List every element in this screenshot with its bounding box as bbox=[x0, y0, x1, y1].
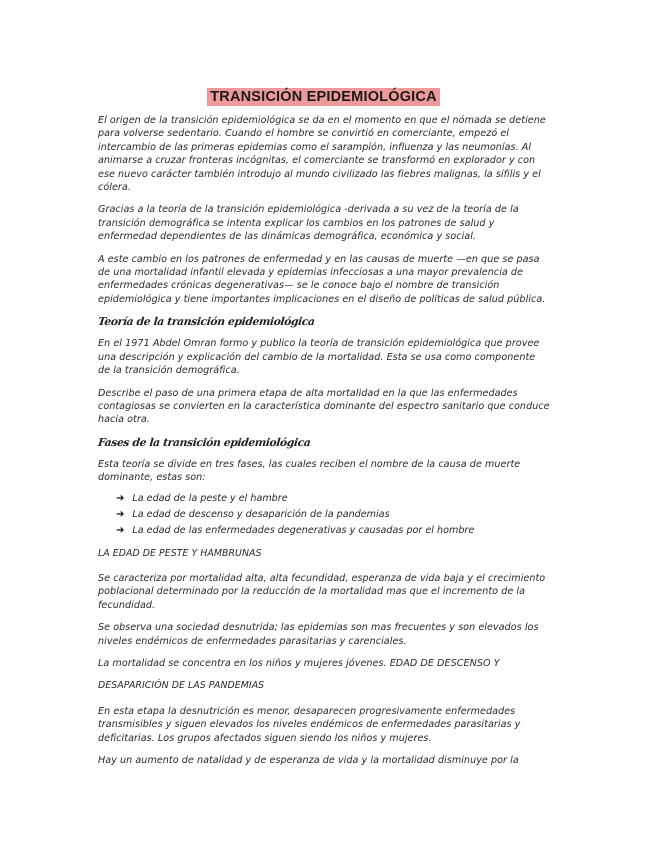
section-heading-theory: Teoría de la transición epidemiológica bbox=[97, 315, 316, 329]
arrow-bullet-icon: ➔ bbox=[116, 508, 125, 520]
phases-list bbox=[116, 491, 550, 539]
arrow-bullet-icon: ➔ bbox=[116, 524, 125, 536]
paragraph-peste-3: La mortalidad se concentra en los niños y mujeres jóvenes. EDAD DE DESCENSO Y bbox=[98, 657, 500, 669]
list-item: ➔ La edad de descenso y desaparición de la pandemias bbox=[116, 508, 390, 520]
paragraph-peste-2: Se observa una sociedad desnutrida; las epidemias son mas frecuentes y son elevados los niveles endémicos de enfermedades parasitarias y carenciales. bbox=[98, 622, 539, 647]
paragraph-omran: En el 1971 Abdel Omran formo y publico la teoría de transición epidemiológica que provee una descripción y explicación del cambio de la mortalidad. Esta se usa como componente de la transición demográfica. bbox=[98, 338, 540, 377]
paragraph-origin: El origen de la transición epidemiológica se da en el momento en que el nómada se detiene para volverse sedentario. Cuando el hombre se convirtió en comerciante, empezó el intercambio de las primeras epidemias como el sarampión, influenza y las neumonías. Al animarse a cruzar fronteras incógnitas, el comerciante se transformó en explorador y con ese nuevo carácter también introdujo al mundo civilizado las fiebres malignas, la sífilis y el cólera. bbox=[98, 115, 546, 194]
paragraph-peste-1: Se caracteriza por mortalidad alta, alta fecundidad, esperanza de vida baja y el crecimiento poblacional determinado por la reducción de la mortalidad mas que el incremento de la fecundidad. bbox=[98, 572, 546, 611]
title-container bbox=[0, 86, 655, 106]
subheading-pandemias: DESAPARICIÓN DE LAS PANDEMIAS bbox=[98, 680, 265, 692]
paragraph-pandemias-2: Hay un aumento de natalidad y de esperanza de vida y la mortalidad disminuye por la bbox=[98, 755, 519, 766]
page-title: TRANSICIÓN EPIDEMIOLÓGICA bbox=[207, 88, 440, 106]
paragraph-change: A este cambio en los patrones de enfermedad y en las causas de muerte —en que se pasa de una mortalidad infantil elevada y epidemias infecciosas a una mayor prevalencia de enfermedades crónicas degenerativas— se le conoce bajo el nombre de transición epidemiológica y tiene importantes implicaciones en el diseño de políticas de salud pública. bbox=[98, 253, 546, 305]
section-heading-phases: Fases de la transición epidemiológica bbox=[97, 435, 312, 449]
paragraph-phases-intro: Esta teoría se divide en tres fases, las cuales reciben el nombre de la causa de muerte dominante, estas son: bbox=[98, 458, 521, 484]
paragraph-describe: Describe el paso de una primera etapa de alta mortalidad en la que las enfermedades contagiosas se convierten en la característica dominante del espectro sanitario que conduce hacia otra. bbox=[98, 387, 550, 426]
arrow-bullet-icon: ➔ bbox=[116, 492, 125, 504]
document-body bbox=[98, 114, 550, 776]
subheading-peste: LA EDAD DE PESTE Y HAMBRUNAS bbox=[98, 547, 262, 559]
paragraph-pandemias-1: En esta etapa la desnutrición es menor, desaparecen progresivamente enfermedades transmisibles y siguen elevados los niveles endémicos de enfermedades parasitarias y deficitarias. Los grupos afectados siguen siendo los niños y mujeres. bbox=[98, 705, 521, 744]
list-item: ➔ La edad de la peste y el hambre bbox=[116, 492, 288, 504]
paragraph-theory: Gracias a la teoría de la transición epidemiológica -derivada a su vez de la teoría de la transición demográfica se intenta explicar los cambios en los patrones de salud y enfermedad dependientes de las dinámicas demográfica, económica y social. bbox=[98, 204, 519, 243]
list-item: ➔ La edad de las enfermedades degenerativas y causadas por el hombre bbox=[116, 524, 475, 536]
